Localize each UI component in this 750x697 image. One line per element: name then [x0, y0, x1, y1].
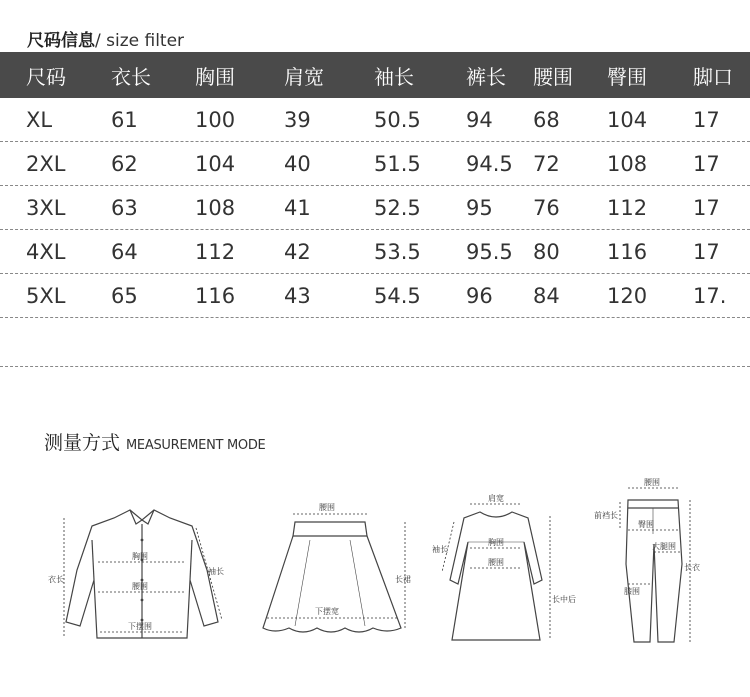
dress-sleeve-label: 袖长 [432, 545, 448, 554]
dress-diagram [430, 492, 576, 652]
dress-back-length-label: 长中后 [552, 595, 576, 604]
measurement-mode-en: MEASUREMENT MODE [126, 438, 266, 453]
measurement-mode-cn: 测量方式 [44, 432, 121, 454]
skirt-waist-label: 腰围 [319, 503, 335, 512]
table-cell: 17 [693, 107, 720, 132]
table-cell: XL [26, 107, 53, 132]
shirt-chest-label: 胸围 [132, 552, 148, 561]
header-hip: 臀围 [607, 64, 647, 89]
pants-knee-label: 膝围 [624, 587, 640, 596]
skirt-icon [255, 500, 415, 650]
pants-length-label: 长衣 [684, 563, 700, 572]
skirt-hem-label: 下摆宽 [315, 607, 339, 616]
dress-shoulder-label: 肩宽 [488, 494, 504, 503]
size-info-title-en: / size filter [95, 31, 185, 51]
dress-waist-label: 腰围 [488, 558, 504, 567]
table-cell: 112 [607, 195, 648, 220]
table-cell: 17 [693, 151, 720, 176]
size-table-header [0, 52, 750, 98]
shirt-length-label: 衣长 [48, 575, 64, 584]
header-pants-length: 裤长 [466, 64, 506, 89]
table-row [0, 230, 750, 274]
size-info-title [27, 26, 184, 51]
table-cell: 54.5 [374, 283, 421, 308]
header-shoulder: 肩宽 [284, 64, 324, 89]
table-cell: 104 [195, 151, 236, 176]
table-cell: 65 [111, 283, 138, 308]
header-sleeve: 袖长 [374, 64, 414, 89]
table-cell: 76 [533, 195, 560, 220]
table-cell: 108 [607, 151, 648, 176]
pants-front-rise-label: 前裆长 [594, 511, 618, 520]
skirt-length-label: 长裙 [395, 575, 411, 584]
table-row [0, 274, 750, 318]
table-cell: 5XL [26, 283, 66, 308]
table-cell: 43 [284, 283, 311, 308]
table-cell: 41 [284, 195, 311, 220]
table-cell: 104 [607, 107, 648, 132]
table-cell: 63 [111, 195, 138, 220]
dress-chest-label: 胸围 [488, 538, 504, 547]
table-cell: 112 [195, 239, 236, 264]
shirt-waist-label: 腰围 [132, 582, 148, 591]
shirt-hem-label: 下摆围 [128, 622, 152, 631]
table-cell: 2XL [26, 151, 66, 176]
table-cell: 96 [466, 283, 493, 308]
shirt-sleeve-label: 袖长 [208, 567, 224, 576]
table-cell: 116 [195, 283, 236, 308]
header-chest: 胸围 [195, 64, 235, 89]
pants-hip-label: 臀围 [638, 520, 654, 529]
table-cell: 40 [284, 151, 311, 176]
table-row [0, 186, 750, 230]
table-spacer-row [0, 330, 750, 367]
table-cell: 116 [607, 239, 648, 264]
table-cell: 61 [111, 107, 138, 132]
table-cell: 52.5 [374, 195, 421, 220]
pants-waist-label: 腰围 [644, 478, 660, 487]
table-cell: 39 [284, 107, 311, 132]
table-cell: 51.5 [374, 151, 421, 176]
measurement-mode-title [44, 428, 265, 455]
table-cell: 95 [466, 195, 493, 220]
shirt-icon [42, 500, 252, 650]
table-cell: 17. [693, 283, 727, 308]
table-cell: 64 [111, 239, 138, 264]
header-size: 尺码 [26, 64, 66, 89]
table-row [0, 98, 750, 142]
table-cell: 53.5 [374, 239, 421, 264]
table-cell: 80 [533, 239, 560, 264]
table-row [0, 142, 750, 186]
pants-thigh-label: 大腿围 [652, 542, 676, 551]
skirt-diagram [255, 500, 415, 650]
table-cell: 4XL [26, 239, 66, 264]
header-leg-opening: 脚口 [693, 64, 733, 89]
dress-icon [430, 492, 576, 652]
table-cell: 84 [533, 283, 560, 308]
size-table [0, 52, 750, 318]
pants-diagram [590, 474, 710, 654]
table-cell: 100 [195, 107, 236, 132]
table-cell: 94 [466, 107, 493, 132]
table-cell: 108 [195, 195, 236, 220]
table-cell: 50.5 [374, 107, 421, 132]
table-cell: 72 [533, 151, 560, 176]
shirt-diagram [42, 500, 252, 650]
table-cell: 95.5 [466, 239, 513, 264]
table-cell: 62 [111, 151, 138, 176]
header-waist: 腰围 [533, 64, 573, 89]
size-info-title-cn: 尺码信息 [27, 31, 95, 51]
table-cell: 3XL [26, 195, 66, 220]
table-cell: 94.5 [466, 151, 513, 176]
table-cell: 68 [533, 107, 560, 132]
pants-icon [590, 474, 710, 654]
table-cell: 42 [284, 239, 311, 264]
header-length: 衣长 [111, 64, 151, 89]
table-cell: 17 [693, 239, 720, 264]
table-cell: 17 [693, 195, 720, 220]
table-cell: 120 [607, 283, 648, 308]
